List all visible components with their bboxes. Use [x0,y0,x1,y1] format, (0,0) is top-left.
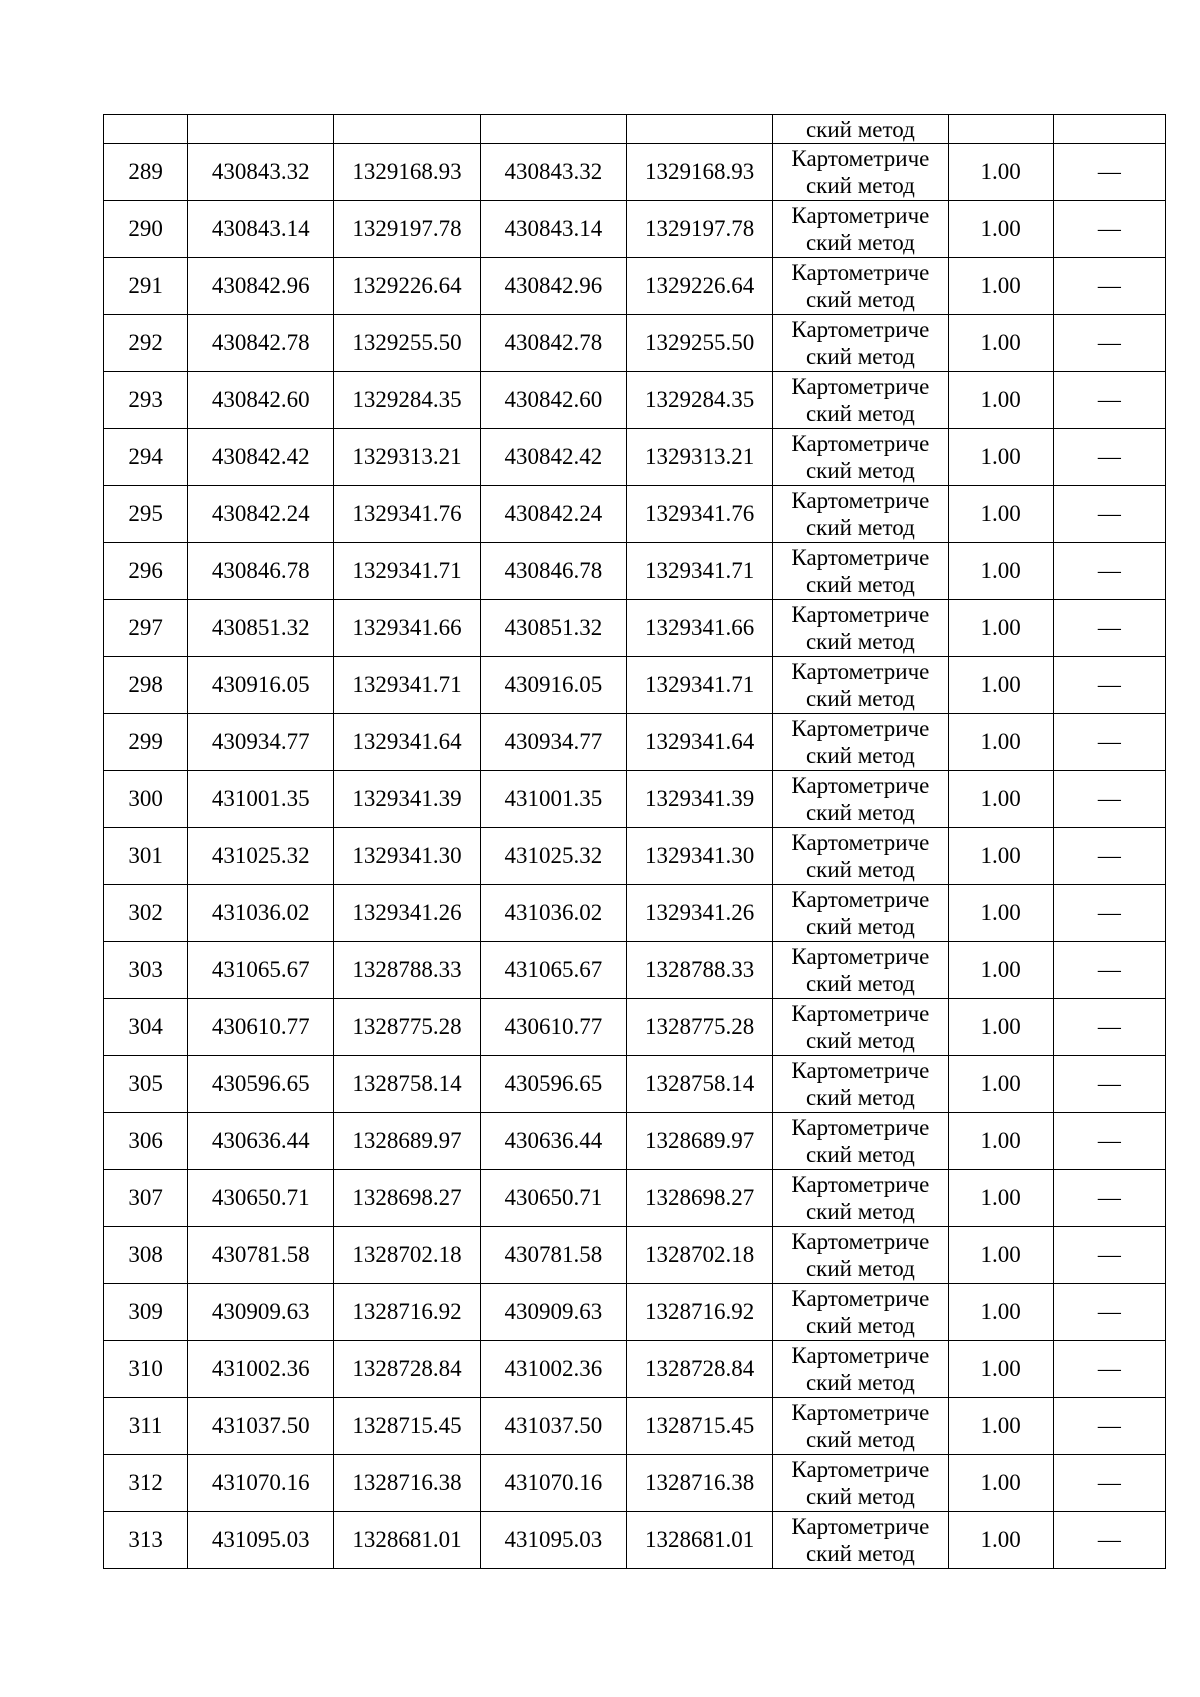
x-existing-cell: 431065.67 [188,942,334,999]
x-new-cell: 431036.02 [480,885,626,942]
accuracy-cell: 1.00 [948,543,1053,600]
x-existing-cell: 430842.78 [188,315,334,372]
method-line-2: ский метод [805,1313,915,1338]
x-existing-cell: 430934.77 [188,714,334,771]
x-existing-cell: 430851.32 [188,600,334,657]
table-row [104,486,1166,543]
accuracy-cell: 1.00 [948,1341,1053,1398]
table-row [104,1512,1166,1569]
method-line-2: ский метод [805,515,915,540]
accuracy-cell: 1.00 [948,600,1053,657]
point-number-cell: 291 [104,258,188,315]
accuracy-cell: 1.00 [948,372,1053,429]
y-existing-cell: 1328716.92 [334,1284,480,1341]
cell-empty [948,115,1053,144]
method-line-2: ский метод [805,1142,915,1167]
note-cell: — [1053,144,1165,201]
method-cell [773,429,948,486]
accuracy-cell: 1.00 [948,657,1053,714]
method-cell [773,600,948,657]
table-row [104,201,1166,258]
x-new-cell: 430842.42 [480,429,626,486]
method-line-1: Картометриче [791,944,930,969]
x-new-cell: 431037.50 [480,1398,626,1455]
x-new-cell: 430610.77 [480,999,626,1056]
y-existing-cell: 1328716.38 [334,1455,480,1512]
y-existing-cell: 1328715.45 [334,1398,480,1455]
table-row [104,1113,1166,1170]
y-new-cell: 1329341.39 [626,771,772,828]
y-existing-cell: 1329168.93 [334,144,480,201]
note-cell: — [1053,1227,1165,1284]
table-row [104,999,1166,1056]
method-line-1: Картометриче [791,203,930,228]
method-line-1: Картометриче [791,374,930,399]
y-existing-cell: 1328681.01 [334,1512,480,1569]
table-row [104,315,1166,372]
method-line-1: Картометриче [791,1343,930,1368]
method-line-1: Картометриче [791,716,930,741]
y-new-cell: 1328775.28 [626,999,772,1056]
note-cell: — [1053,1455,1165,1512]
table-row [104,372,1166,429]
table-row [104,1227,1166,1284]
x-existing-cell: 430610.77 [188,999,334,1056]
method-cell [773,828,948,885]
x-existing-cell: 431037.50 [188,1398,334,1455]
y-existing-cell: 1328728.84 [334,1341,480,1398]
y-existing-cell: 1328689.97 [334,1113,480,1170]
method-line-1: Картометриче [791,773,930,798]
table-row [104,1341,1166,1398]
y-existing-cell: 1329197.78 [334,201,480,258]
method-cell [773,1398,948,1455]
x-new-cell: 430846.78 [480,543,626,600]
x-existing-cell: 430843.32 [188,144,334,201]
y-new-cell: 1329255.50 [626,315,772,372]
y-new-cell: 1329341.66 [626,600,772,657]
y-new-cell: 1329341.76 [626,486,772,543]
x-existing-cell: 430846.78 [188,543,334,600]
method-cell [773,201,948,258]
method-cell [773,543,948,600]
x-new-cell: 430916.05 [480,657,626,714]
note-cell: — [1053,429,1165,486]
x-existing-cell: 430843.14 [188,201,334,258]
point-number-cell: 309 [104,1284,188,1341]
method-cell [773,144,948,201]
note-cell: — [1053,1512,1165,1569]
table-body [104,115,1166,1569]
y-existing-cell: 1329313.21 [334,429,480,486]
method-line-2: ский метод [805,629,915,654]
y-new-cell: 1329284.35 [626,372,772,429]
accuracy-cell: 1.00 [948,1455,1053,1512]
method-line-2: ский метод [805,1370,915,1395]
method-line-1: Картометриче [791,887,930,912]
y-existing-cell: 1329284.35 [334,372,480,429]
x-new-cell: 431001.35 [480,771,626,828]
method-line-2: ский метод [805,287,915,312]
note-cell: — [1053,600,1165,657]
note-cell: — [1053,1284,1165,1341]
accuracy-cell: 1.00 [948,714,1053,771]
y-existing-cell: 1328775.28 [334,999,480,1056]
method-line-2: ский метод [805,914,915,939]
x-new-cell: 430842.96 [480,258,626,315]
method-line-1: Картометриче [791,1172,930,1197]
x-new-cell: 430851.32 [480,600,626,657]
cell-empty [1053,115,1165,144]
x-existing-cell: 430596.65 [188,1056,334,1113]
x-existing-cell: 430916.05 [188,657,334,714]
method-cell [773,486,948,543]
x-existing-cell: 431002.36 [188,1341,334,1398]
y-existing-cell: 1329341.30 [334,828,480,885]
accuracy-cell: 1.00 [948,885,1053,942]
y-existing-cell: 1329341.66 [334,600,480,657]
x-existing-cell: 431025.32 [188,828,334,885]
point-number-cell: 303 [104,942,188,999]
table-row [104,600,1166,657]
x-new-cell: 430650.71 [480,1170,626,1227]
point-number-cell: 308 [104,1227,188,1284]
y-new-cell: 1328689.97 [626,1113,772,1170]
y-new-cell: 1328698.27 [626,1170,772,1227]
x-new-cell: 430909.63 [480,1284,626,1341]
method-line-2: ский метод [805,800,915,825]
note-cell: — [1053,1341,1165,1398]
cell-empty [104,115,188,144]
method-line-2: ский метод [805,173,915,198]
method-line-1: Картометриче [791,602,930,627]
point-number-cell: 294 [104,429,188,486]
accuracy-cell: 1.00 [948,1284,1053,1341]
x-new-cell: 431025.32 [480,828,626,885]
table-row [104,258,1166,315]
method-line-1: Картометриче [791,545,930,570]
method-cell [773,1113,948,1170]
method-line-2: ский метод [805,686,915,711]
accuracy-cell: 1.00 [948,771,1053,828]
point-number-cell: 299 [104,714,188,771]
method-line-1: Картометриче [791,1457,930,1482]
point-number-cell: 313 [104,1512,188,1569]
y-existing-cell: 1328758.14 [334,1056,480,1113]
point-number-cell: 306 [104,1113,188,1170]
point-number-cell: 311 [104,1398,188,1455]
y-new-cell: 1328716.38 [626,1455,772,1512]
x-new-cell: 431002.36 [480,1341,626,1398]
y-existing-cell: 1329341.71 [334,543,480,600]
note-cell: — [1053,828,1165,885]
accuracy-cell: 1.00 [948,828,1053,885]
y-new-cell: 1329341.30 [626,828,772,885]
method-line-1: Картометриче [791,1514,930,1539]
method-cell [773,1512,948,1569]
table-row [104,828,1166,885]
y-existing-cell: 1329226.64 [334,258,480,315]
cell-empty [626,115,772,144]
x-existing-cell: 431036.02 [188,885,334,942]
cell-empty [480,115,626,144]
x-new-cell: 430842.78 [480,315,626,372]
table-row [104,1170,1166,1227]
note-cell: — [1053,543,1165,600]
method-line-1: Картометриче [791,1058,930,1083]
method-line-1: Картометриче [791,1286,930,1311]
accuracy-cell: 1.00 [948,429,1053,486]
method-line-2: ский метод [805,401,915,426]
method-line-1: Картометриче [791,830,930,855]
y-existing-cell: 1328788.33 [334,942,480,999]
note-cell: — [1053,885,1165,942]
point-number-cell: 301 [104,828,188,885]
x-existing-cell: 430909.63 [188,1284,334,1341]
accuracy-cell: 1.00 [948,1227,1053,1284]
note-cell: — [1053,372,1165,429]
method-line-1: Картометриче [791,1229,930,1254]
note-cell: — [1053,315,1165,372]
x-new-cell: 431065.67 [480,942,626,999]
method-line-2: ский метод [805,971,915,996]
y-new-cell: 1328758.14 [626,1056,772,1113]
method-cell [773,1455,948,1512]
y-existing-cell: 1329341.26 [334,885,480,942]
x-existing-cell: 431001.35 [188,771,334,828]
method-cell [773,372,948,429]
y-new-cell: 1329168.93 [626,144,772,201]
accuracy-cell: 1.00 [948,258,1053,315]
method-line-2: ский метод [805,458,915,483]
y-new-cell: 1329313.21 [626,429,772,486]
method-cell [773,1284,948,1341]
method-line-1: Картометриче [791,488,930,513]
point-number-cell: 289 [104,144,188,201]
method-cell [773,315,948,372]
method-line-1: Картометриче [791,146,930,171]
method-cell [773,1341,948,1398]
y-new-cell: 1329341.26 [626,885,772,942]
method-line-1: Картометриче [791,1001,930,1026]
table-row [104,543,1166,600]
accuracy-cell: 1.00 [948,942,1053,999]
note-cell: — [1053,1113,1165,1170]
method-cell [773,942,948,999]
method-line-2: ский метод [805,230,915,255]
x-new-cell: 430842.24 [480,486,626,543]
x-existing-cell: 430842.60 [188,372,334,429]
x-new-cell: 430842.60 [480,372,626,429]
x-new-cell: 430596.65 [480,1056,626,1113]
note-cell: — [1053,201,1165,258]
y-new-cell: 1328715.45 [626,1398,772,1455]
method-line-2: ский метод [805,743,915,768]
point-number-cell: 293 [104,372,188,429]
table-row [104,771,1166,828]
method-line-1: Картометриче [791,659,930,684]
x-existing-cell: 430842.42 [188,429,334,486]
x-new-cell: 430781.58 [480,1227,626,1284]
x-existing-cell: 430842.96 [188,258,334,315]
method-cell [773,657,948,714]
table-row [104,144,1166,201]
x-new-cell: 430636.44 [480,1113,626,1170]
method-line-2: ский метод [805,1484,915,1509]
x-existing-cell: 431095.03 [188,1512,334,1569]
note-cell: — [1053,1056,1165,1113]
y-new-cell: 1328681.01 [626,1512,772,1569]
x-existing-cell: 430636.44 [188,1113,334,1170]
y-existing-cell: 1328698.27 [334,1170,480,1227]
y-new-cell: 1329226.64 [626,258,772,315]
x-new-cell: 431070.16 [480,1455,626,1512]
method-line-2: ский метод [805,1256,915,1281]
continuation-row [104,115,1166,144]
x-existing-cell: 430781.58 [188,1227,334,1284]
accuracy-cell: 1.00 [948,315,1053,372]
accuracy-cell: 1.00 [948,1113,1053,1170]
y-new-cell: 1328728.84 [626,1341,772,1398]
method-line-2: ский метод [805,857,915,882]
method-line-2: ский метод [805,1541,915,1566]
note-cell: — [1053,1398,1165,1455]
accuracy-cell: 1.00 [948,486,1053,543]
method-line-1: Картометриче [791,317,930,342]
accuracy-cell: 1.00 [948,201,1053,258]
point-number-cell: 295 [104,486,188,543]
y-existing-cell: 1328702.18 [334,1227,480,1284]
method-cell [773,999,948,1056]
table-row [104,885,1166,942]
note-cell: — [1053,999,1165,1056]
point-number-cell: 298 [104,657,188,714]
method-line-1: Картометриче [791,1400,930,1425]
method-line-2: ский метод [805,344,915,369]
accuracy-cell: 1.00 [948,144,1053,201]
point-number-cell: 310 [104,1341,188,1398]
method-continuation-cell: ский метод [773,115,948,144]
table-row [104,714,1166,771]
method-cell [773,1056,948,1113]
table-row [104,657,1166,714]
point-number-cell: 300 [104,771,188,828]
accuracy-cell: 1.00 [948,1398,1053,1455]
point-number-cell: 304 [104,999,188,1056]
point-number-cell: 292 [104,315,188,372]
note-cell: — [1053,486,1165,543]
point-number-cell: 297 [104,600,188,657]
y-existing-cell: 1329341.76 [334,486,480,543]
accuracy-cell: 1.00 [948,999,1053,1056]
point-number-cell: 290 [104,201,188,258]
point-number-cell: 305 [104,1056,188,1113]
method-cell [773,1227,948,1284]
x-new-cell: 431095.03 [480,1512,626,1569]
y-new-cell: 1328716.92 [626,1284,772,1341]
y-new-cell: 1329341.71 [626,657,772,714]
x-new-cell: 430843.32 [480,144,626,201]
x-existing-cell: 431070.16 [188,1455,334,1512]
note-cell: — [1053,771,1165,828]
note-cell: — [1053,942,1165,999]
y-new-cell: 1329341.71 [626,543,772,600]
method-line-1: Картометриче [791,260,930,285]
point-number-cell: 302 [104,885,188,942]
point-number-cell: 307 [104,1170,188,1227]
cell-empty [188,115,334,144]
accuracy-cell: 1.00 [948,1170,1053,1227]
accuracy-cell: 1.00 [948,1056,1053,1113]
method-line-2: ский метод [805,572,915,597]
table-row [104,942,1166,999]
method-line-2: ский метод [805,1199,915,1224]
note-cell: — [1053,1170,1165,1227]
note-cell: — [1053,657,1165,714]
table-row [104,429,1166,486]
method-line-2: ский метод [805,1427,915,1452]
method-cell [773,771,948,828]
y-new-cell: 1329341.64 [626,714,772,771]
y-new-cell: 1328702.18 [626,1227,772,1284]
x-existing-cell: 430842.24 [188,486,334,543]
table-row [104,1398,1166,1455]
coordinates-table [103,114,1166,1569]
note-cell: — [1053,714,1165,771]
y-existing-cell: 1329341.71 [334,657,480,714]
table-row [104,1056,1166,1113]
note-cell: — [1053,258,1165,315]
y-new-cell: 1328788.33 [626,942,772,999]
method-cell [773,258,948,315]
method-cell [773,714,948,771]
method-cell [773,885,948,942]
table-row [104,1455,1166,1512]
y-existing-cell: 1329255.50 [334,315,480,372]
method-line-2: ский метод [805,1085,915,1110]
method-line-1: Картометриче [791,1115,930,1140]
table-row [104,1284,1166,1341]
y-existing-cell: 1329341.64 [334,714,480,771]
point-number-cell: 296 [104,543,188,600]
method-line-1: Картометриче [791,431,930,456]
cell-empty [334,115,480,144]
y-existing-cell: 1329341.39 [334,771,480,828]
method-line-2: ский метод [805,1028,915,1053]
x-new-cell: 430934.77 [480,714,626,771]
y-new-cell: 1329197.78 [626,201,772,258]
x-existing-cell: 430650.71 [188,1170,334,1227]
x-new-cell: 430843.14 [480,201,626,258]
point-number-cell: 312 [104,1455,188,1512]
method-cell [773,1170,948,1227]
accuracy-cell: 1.00 [948,1512,1053,1569]
